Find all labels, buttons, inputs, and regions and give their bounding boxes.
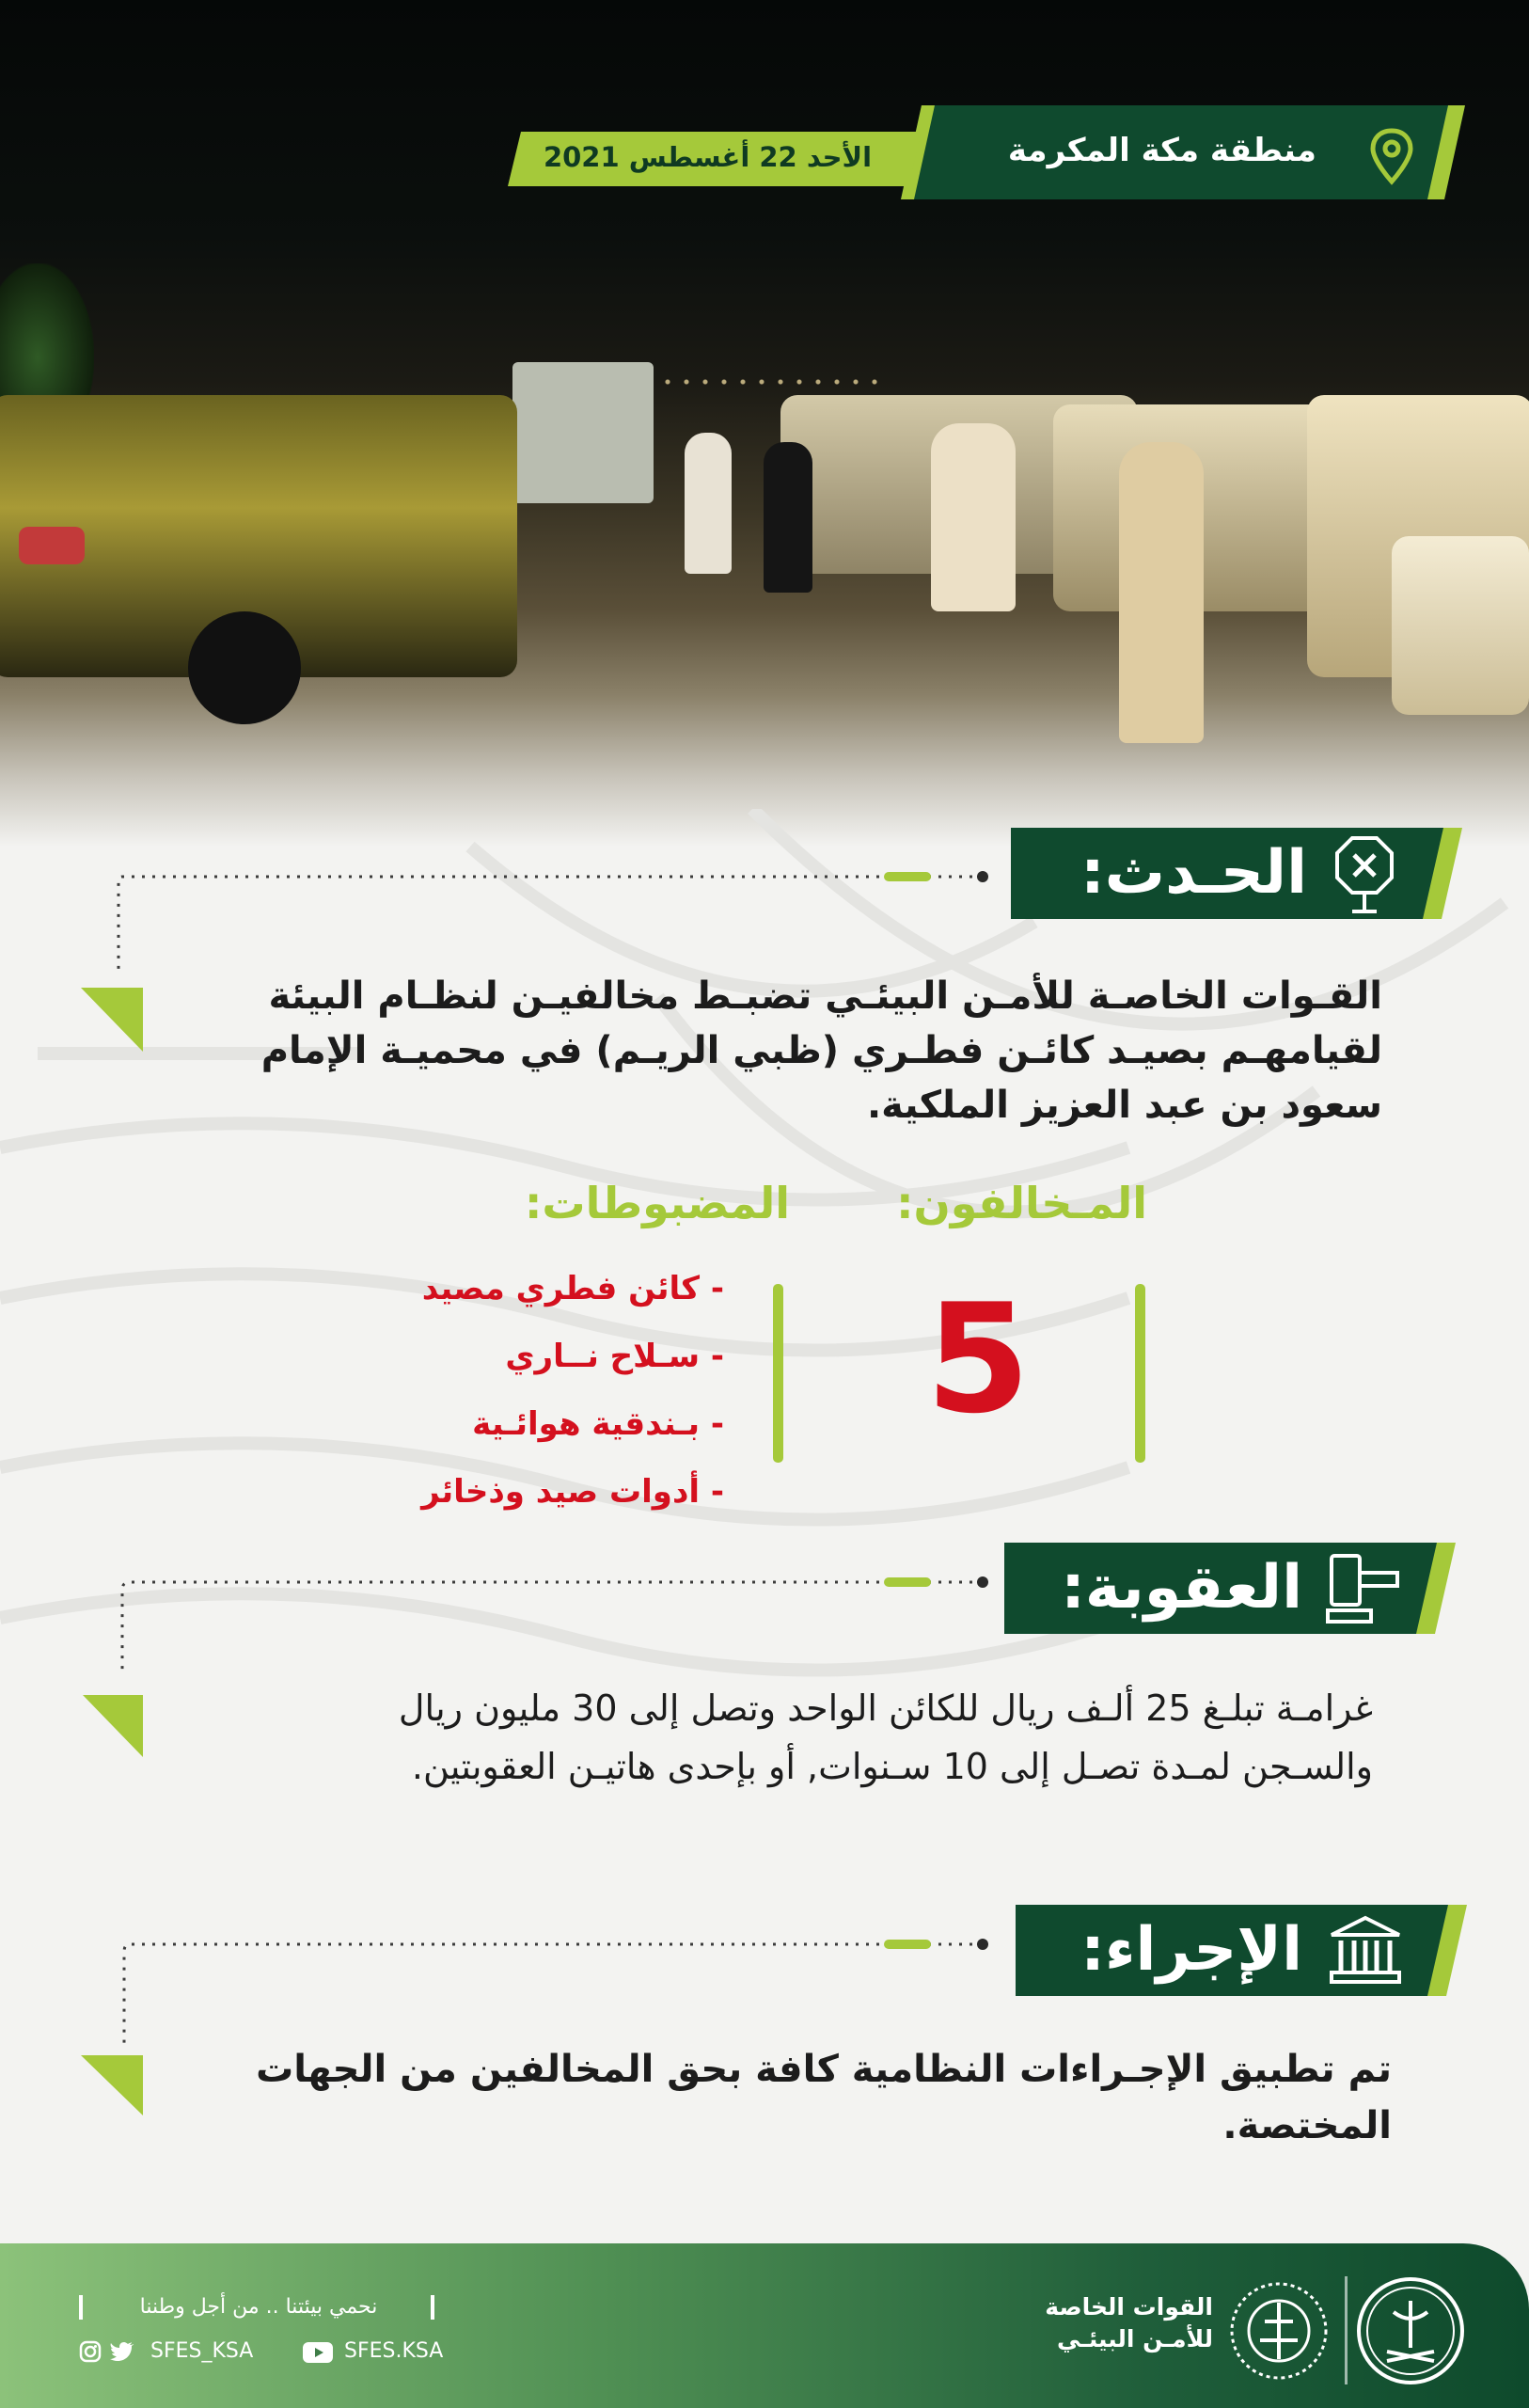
location-pin-icon: [1368, 127, 1415, 185]
divider: [1135, 1284, 1145, 1463]
slogan-text: نحمي بيئتنا .. من أجل وطننا: [139, 2295, 378, 2319]
twitter-icon[interactable]: [109, 2340, 135, 2363]
twitter-handle[interactable]: SFES_KSA: [150, 2339, 254, 2363]
violators-count: 5: [925, 1271, 1031, 1447]
seized-item: - كائن فطري مصيد: [421, 1270, 724, 1307]
slogan-bar-right: [431, 2295, 434, 2320]
ministry-emblem-logo: [1354, 2274, 1467, 2387]
seized-list: [282, 1270, 724, 1541]
event-line: القـوات الخاصـة للأمـن البيئـي تضبـط مخالفيـن لنظـام البيئة: [268, 974, 1382, 1018]
date-label: الأحد 22 أغسطس 2021: [543, 141, 873, 173]
action-text: [179, 2041, 1392, 2154]
action-line: تم تطبيق الإجـراءات النظامية كافة بحق المخالفين من الجهات: [256, 2048, 1392, 2091]
org-name: [1034, 2291, 1213, 2355]
sfes-emblem-logo: [1222, 2274, 1335, 2387]
seized-label: المضبوطات:: [524, 1178, 790, 1228]
action-line: المختصة.: [1222, 2104, 1392, 2147]
seized-item: - أدوات صيد وذخائر: [421, 1473, 724, 1511]
org-name-line1: القوات الخاصة: [1045, 2293, 1213, 2321]
youtube-handle[interactable]: SFES.KSA: [344, 2339, 444, 2363]
youtube-icon[interactable]: [303, 2342, 333, 2363]
violators-label: المـخالفون:: [896, 1178, 1147, 1228]
seized-item: - سـلاح نــاري: [505, 1338, 724, 1375]
seized-item: - بـندقية هوائـية: [472, 1405, 724, 1443]
penalty-text: [169, 1679, 1373, 1796]
courthouse-icon: [1328, 1914, 1403, 1986]
penalty-line: غرامـة تبلـغ 25 ألـف ريال للكائن الواحد وتصل إلى 30 مليون ريال: [398, 1687, 1373, 1729]
org-name-line2: للأمـن البيئـي: [1056, 2325, 1213, 2353]
event-line: لقيامهـم بصيـد كائـن فطـري (ظبي الريـم) في محميـة الإمام: [260, 1029, 1382, 1072]
stop-sign-icon: [1333, 834, 1395, 913]
penalty-line: والسـجن لمـدة تصـل إلى 10 سـنوات, أو بإحدى هاتيـن العقوبتين.: [411, 1746, 1373, 1787]
instagram-icon[interactable]: [79, 2340, 102, 2363]
logo-divider: [1345, 2276, 1348, 2384]
gavel-icon: [1326, 1552, 1401, 1625]
event-text: [169, 969, 1382, 1133]
event-title: الحـدث:: [1080, 838, 1307, 908]
slogan: [75, 2295, 442, 2323]
penalty-title: العقوبة:: [1061, 1553, 1302, 1623]
slogan-bar-left: [79, 2295, 83, 2320]
event-line: سعود بن عبد العزيز الملكية.: [866, 1084, 1382, 1127]
region-label: منطقة مكة المكرمة: [1007, 132, 1316, 169]
action-title: الإجراء:: [1080, 1915, 1302, 1985]
divider: [773, 1284, 783, 1463]
